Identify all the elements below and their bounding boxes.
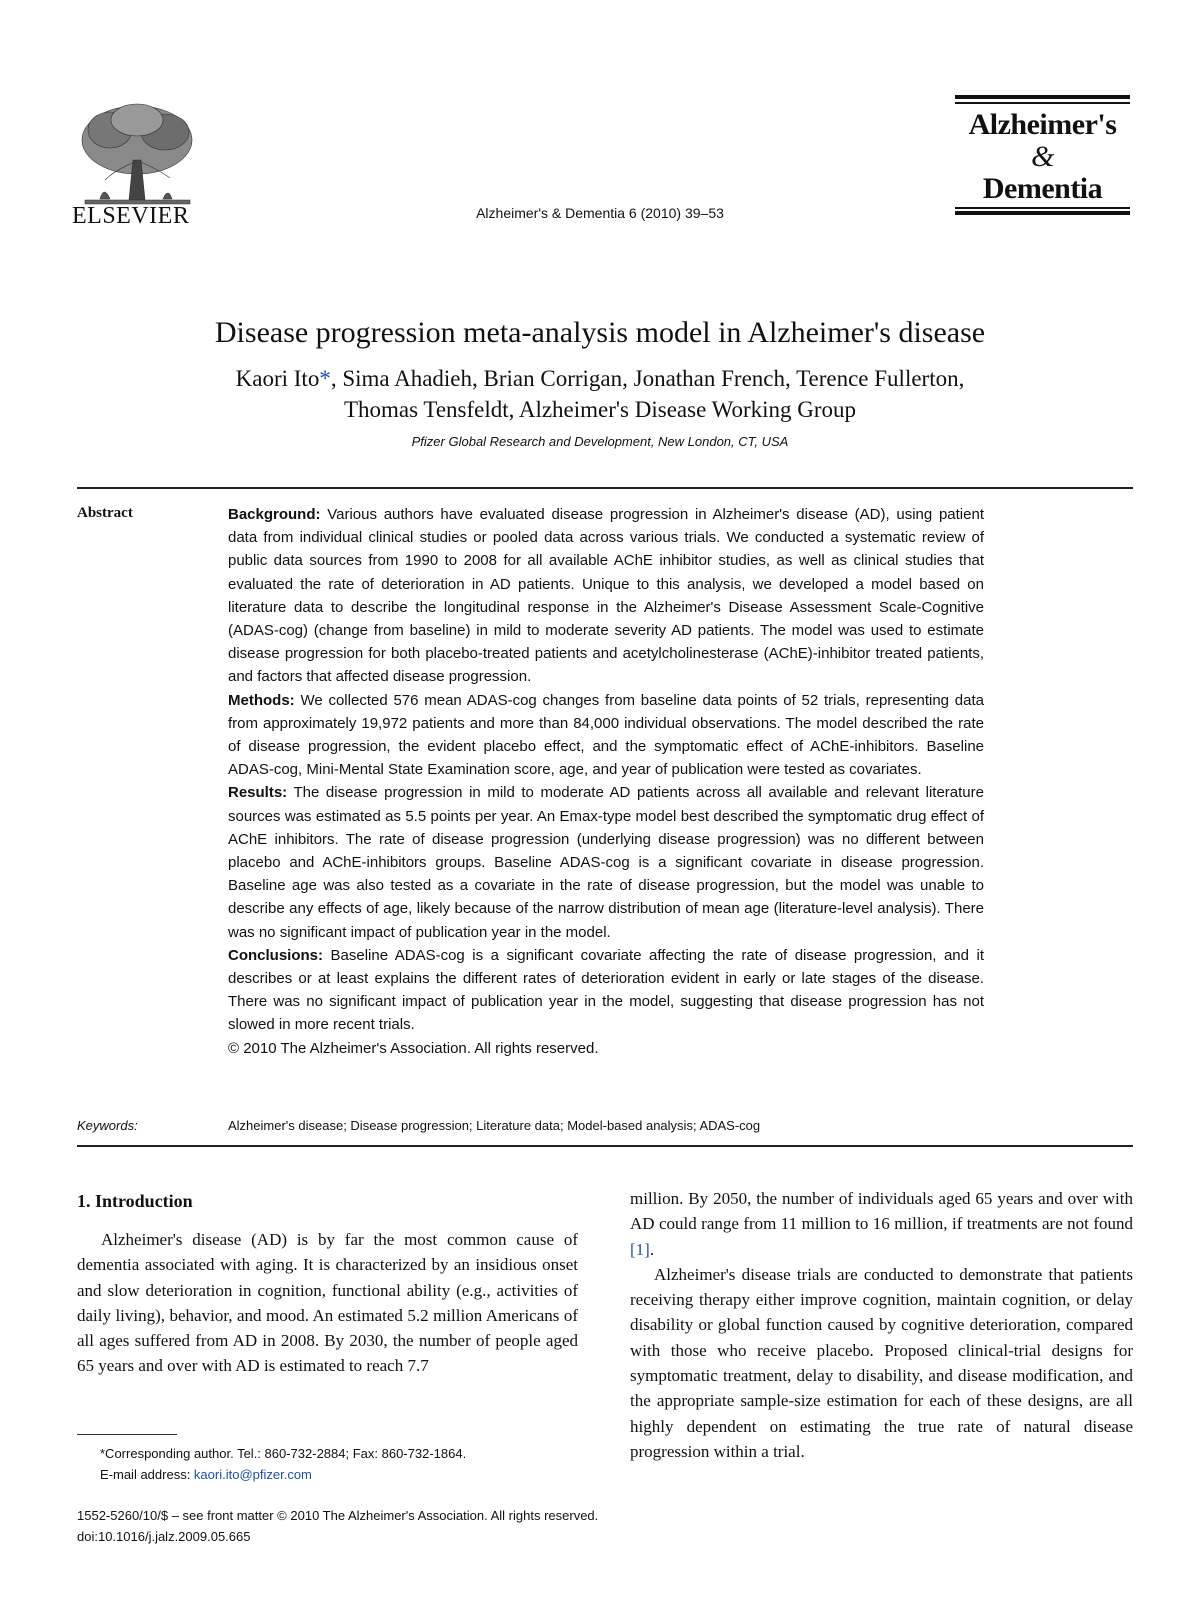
affiliation: Pfizer Global Research and Development, New London, CT, USA bbox=[411, 434, 789, 449]
methods-text: We collected 576 mean ADAS-cog changes from baseline data points of 52 trials, representing data from approximately 19,972 patients and more than 84,000 individual observations. The model described the rate of disease progression, the evident placebo effect, and the symptomatic effect of AChE-inhibitors. Baseline ADAS-cog, Mini-Mental State Examination score, age, and year of publication were tested as covariates. bbox=[228, 691, 984, 779]
author-first: Kaori Ito bbox=[235, 366, 320, 391]
results-text: The disease progression in mild to moderate AD patients across all available and relevant literature sources was estimated as 5.5 points per year. An Emax-type model best described the symptomatic drug effect of AChE inhibitors. The rate of disease progression (underlying disease progression) was no different between placebo and AChE-inhibitors groups. Baseline ADAS-cog is a significant covariate in disease progression. Baseline age was also tested as a covariate in the rate of disease progression, but the model was unable to describe any effects of age, likely because of the narrow distribution of mean age (literature-level analysis). There was no significant impact of publication year in the model. bbox=[228, 784, 984, 941]
journal-logo bbox=[955, 95, 1130, 215]
authors-line-2: Thomas Tensfeldt, Alzheimer's Disease Working Group bbox=[343, 397, 857, 422]
journal-logo-line2: & bbox=[1031, 140, 1054, 173]
publisher-name: ELSEVIER bbox=[72, 203, 190, 229]
abstract-results bbox=[228, 781, 984, 943]
authors-rest: , Sima Ahadieh, Brian Corrigan, Jonathan French, Terence Fullerton, bbox=[330, 366, 965, 391]
footnote bbox=[100, 1443, 466, 1485]
issn-line: 1552-5260/10/$ – see front matter © 2010 The Alzheimer's Association. All rights reserved. bbox=[77, 1508, 599, 1523]
conclusions-text: Baseline ADAS-cog is a significant covariate affecting the rate of disease progression, and it describes or at least explains the different rates of deterioration evident in early or late stages of the disease. There was no significant impact of publication year in the model, suggesting that disease progression has not slowed in more recent trials. bbox=[228, 946, 984, 1034]
results-label: Results: bbox=[228, 784, 288, 802]
left-column bbox=[77, 1227, 578, 1379]
abstract-methods bbox=[228, 689, 984, 782]
keywords-label: Keywords: bbox=[77, 1118, 138, 1133]
intro-paragraph-1: Alzheimer's disease (AD) is by far the most common cause of dementia associated with aging. It is characterized by an insidious onset and slow deterioration in cognition, functional ability (e.g., activities of daily living), behavior, and mood. An estimated 5.2 million Americans of all ages suffered from AD in 2008. By 2030, the number of people aged 65 years and over with AD is estimated to reach 7.7 bbox=[77, 1230, 578, 1376]
methods-label: Methods: bbox=[228, 691, 295, 709]
authors-line-1 bbox=[0, 366, 1200, 392]
doi-line: doi:10.1016/j.jalz.2009.05.665 bbox=[77, 1529, 251, 1544]
reference-link-1[interactable]: [1] bbox=[630, 1239, 650, 1259]
abstract-top-rule bbox=[77, 487, 1133, 489]
email-line bbox=[100, 1464, 466, 1485]
intro-paragraph-2: Alzheimer's disease trials are conducted to demonstrate that patients receiving therapy either improve cognition, maintain cognition, or delay disability or global function caused by cognitive deterioration, compared with those who receive placebo. Proposed clinical-trial designs for symptomatic treatment, delay to disability, and disease modification, and the appropriate sample-size estimation for each of these designs, are all highly dependent on estimating the true rate of natural disease progression within a trial. bbox=[630, 1264, 1133, 1461]
background-label: Background: bbox=[228, 506, 321, 523]
sentence-end: . bbox=[649, 1239, 655, 1259]
journal-logo-line3: Dementia bbox=[982, 172, 1103, 205]
keywords-text: Alzheimer's disease; Disease progression; Literature data; Model-based analysis; ADAS-cog bbox=[228, 1118, 761, 1133]
intro-paragraph-1-continued bbox=[630, 1186, 1133, 1262]
background-text: Various authors have evaluated disease progression in Alzheimer's disease (AD), using patient data from individual clinical studies or pooled data across various trials. We conducted a systematic review of public data sources from 1990 to 2008 for all available AChE inhibitor studies, as well as clinical studies that evaluated the rate of deterioration in AD patients. Unique to this analysis, we developed a model based on literature data to describe the longitudinal response in the Alzheimer's Disease Assessment Scale-Cognitive (ADAS-cog) (change from baseline) in mild to moderate severity AD patients. The model was used to estimate disease progression for both placebo-treated patients and acetylcholinesterase (AChE)-inhibitor treated patients, and factors that affected disease progression. bbox=[228, 506, 984, 686]
abstract-background bbox=[228, 503, 984, 689]
corresponding-author-link[interactable]: * bbox=[319, 366, 331, 391]
abstract-body bbox=[228, 503, 984, 1060]
corresponding-author-note: *Corresponding author. Tel.: 860-732-2884; Fax: 860-732-1864. bbox=[100, 1446, 467, 1461]
intro-continued-text: million. By 2050, the number of individuals aged 65 years and over with AD could range from 11 million to 16 million, if treatments are not found bbox=[630, 1189, 1133, 1234]
email-link[interactable]: kaori.ito@pfizer.com bbox=[193, 1467, 312, 1482]
abstract-copyright: © 2010 The Alzheimer's Association. All rights reserved. bbox=[228, 1039, 599, 1057]
right-column bbox=[630, 1186, 1133, 1464]
footnote-rule bbox=[77, 1434, 177, 1435]
journal-logo-line1: Alzheimer's bbox=[968, 108, 1117, 141]
journal-reference: Alzheimer's & Dementia 6 (2010) 39–53 bbox=[476, 205, 724, 221]
abstract-bottom-rule bbox=[77, 1145, 1133, 1147]
section-heading-introduction: 1. Introduction bbox=[77, 1191, 193, 1211]
email-label: E-mail address: bbox=[100, 1467, 194, 1482]
article-title: Disease progression meta-analysis model in Alzheimer's disease bbox=[214, 316, 986, 349]
conclusions-label: Conclusions: bbox=[228, 946, 324, 964]
issn-doi-block bbox=[77, 1505, 598, 1547]
abstract-conclusions bbox=[228, 944, 984, 1037]
abstract-label: Abstract bbox=[77, 505, 133, 521]
